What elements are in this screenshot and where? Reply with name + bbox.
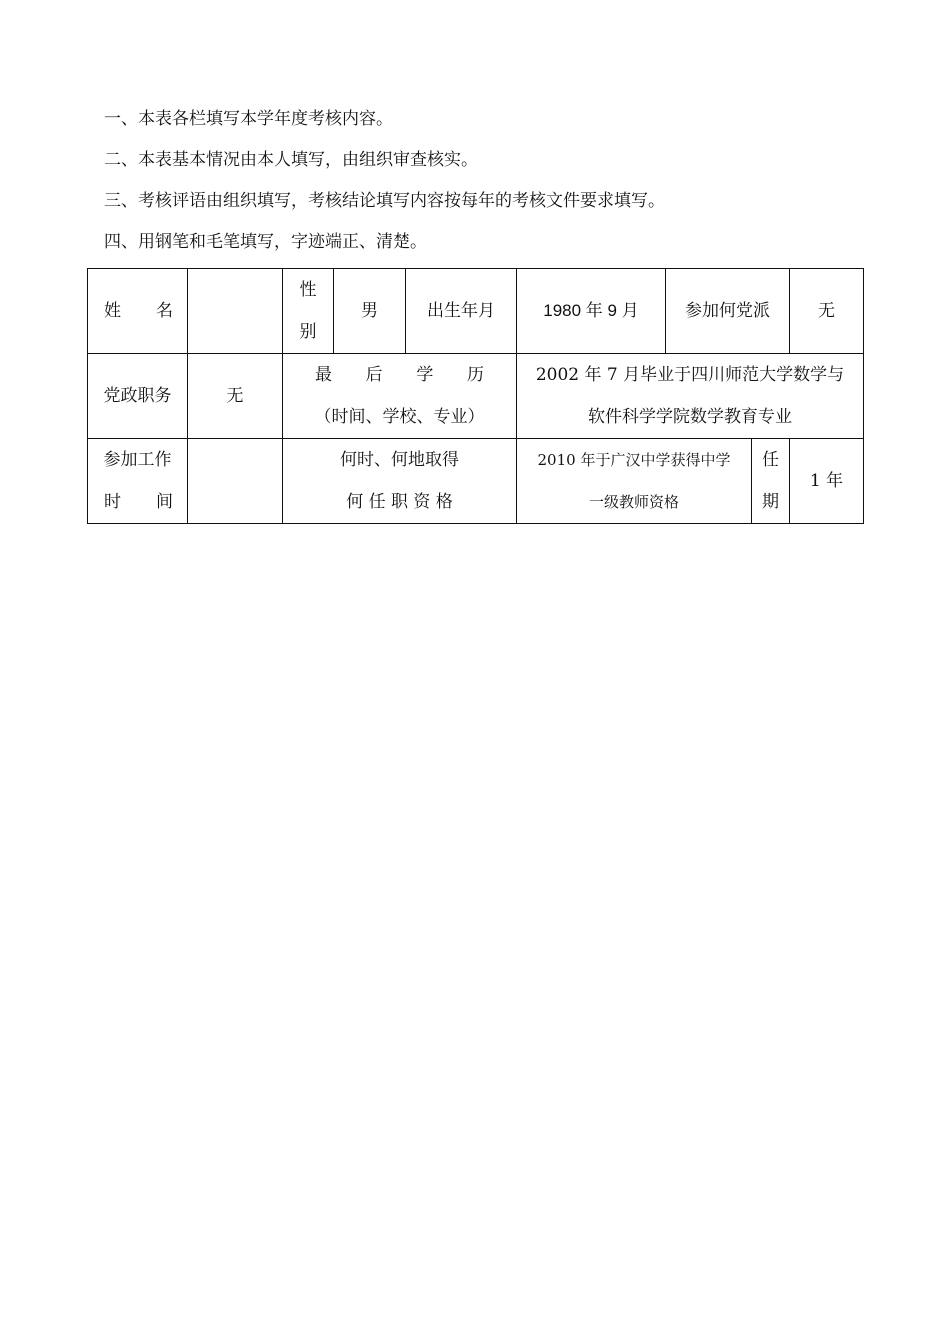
qualification-value-cell bbox=[517, 439, 752, 524]
work-start-label-cell bbox=[88, 439, 188, 524]
name-label-cell bbox=[88, 269, 188, 354]
education-value-line1: 2002 年 7 月毕业于四川师范大学数学与 bbox=[535, 365, 845, 385]
instructions bbox=[104, 108, 864, 272]
qualification-value-line1: 2010 年于广汉中学获得中学 bbox=[537, 451, 731, 469]
education-value-cell bbox=[517, 354, 864, 439]
education-label-char: 历 bbox=[466, 365, 484, 385]
education-label-line2: （时间、学校、专业） bbox=[314, 407, 485, 427]
basic-info-table bbox=[87, 268, 864, 524]
name-label-char: 名 bbox=[156, 301, 173, 321]
birth-value: 1980 年 9 月 bbox=[543, 301, 639, 320]
table-row bbox=[88, 354, 864, 439]
term-label-char: 期 bbox=[762, 492, 779, 512]
education-label-cell bbox=[283, 354, 517, 439]
education-label-char: 后 bbox=[365, 365, 383, 385]
education-label-line1 bbox=[283, 354, 516, 396]
work-start-label-line1: 参加工作 bbox=[103, 450, 172, 470]
work-start-label-char: 时 bbox=[104, 492, 121, 512]
qualification-label-line1: 何时、何地取得 bbox=[340, 450, 459, 470]
term-label-char: 任 bbox=[762, 450, 779, 470]
qualification-label-line2: 何 任 职 资 格 bbox=[346, 492, 453, 512]
table-row bbox=[88, 439, 864, 524]
work-start-label-line2 bbox=[88, 481, 187, 523]
education-label-char: 学 bbox=[416, 365, 434, 385]
instruction-line-2: 二、本表基本情况由本人填写，由组织审查核实。 bbox=[104, 150, 478, 170]
party-value-cell: 无 bbox=[790, 269, 864, 354]
instruction-line-3: 三、考核评语由组织填写，考核结论填写内容按每年的考核文件要求填写。 bbox=[104, 191, 665, 211]
qualification-value-line2: 一级教师资格 bbox=[588, 493, 679, 511]
name-value-cell bbox=[188, 269, 283, 354]
gender-label-char: 别 bbox=[299, 322, 317, 342]
qualification-label-cell bbox=[283, 439, 517, 524]
table-row bbox=[88, 269, 864, 354]
term-label-cell bbox=[752, 439, 790, 524]
work-start-value-cell bbox=[188, 439, 283, 524]
instruction-line-4: 四、用钢笔和毛笔填写，字迹端正、清楚。 bbox=[104, 232, 427, 252]
gender-label-cell bbox=[283, 269, 334, 354]
education-value-line2: 软件科学学院数学教育专业 bbox=[588, 407, 792, 427]
gender-label-char: 性 bbox=[299, 280, 317, 300]
position-label-cell: 党政职务 bbox=[88, 354, 188, 439]
instruction-line-1: 一、本表各栏填写本学年度考核内容。 bbox=[104, 109, 393, 129]
term-value-cell: 1 年 bbox=[790, 439, 864, 524]
work-start-label-char: 间 bbox=[156, 492, 173, 512]
party-label-cell: 参加何党派 bbox=[666, 269, 790, 354]
education-label-char: 最 bbox=[315, 365, 332, 385]
birth-value-cell bbox=[517, 269, 666, 354]
position-value-cell: 无 bbox=[188, 354, 283, 439]
name-label-char: 姓 bbox=[104, 301, 121, 321]
birth-label-cell: 出生年月 bbox=[406, 269, 517, 354]
gender-value-cell: 男 bbox=[334, 269, 406, 354]
